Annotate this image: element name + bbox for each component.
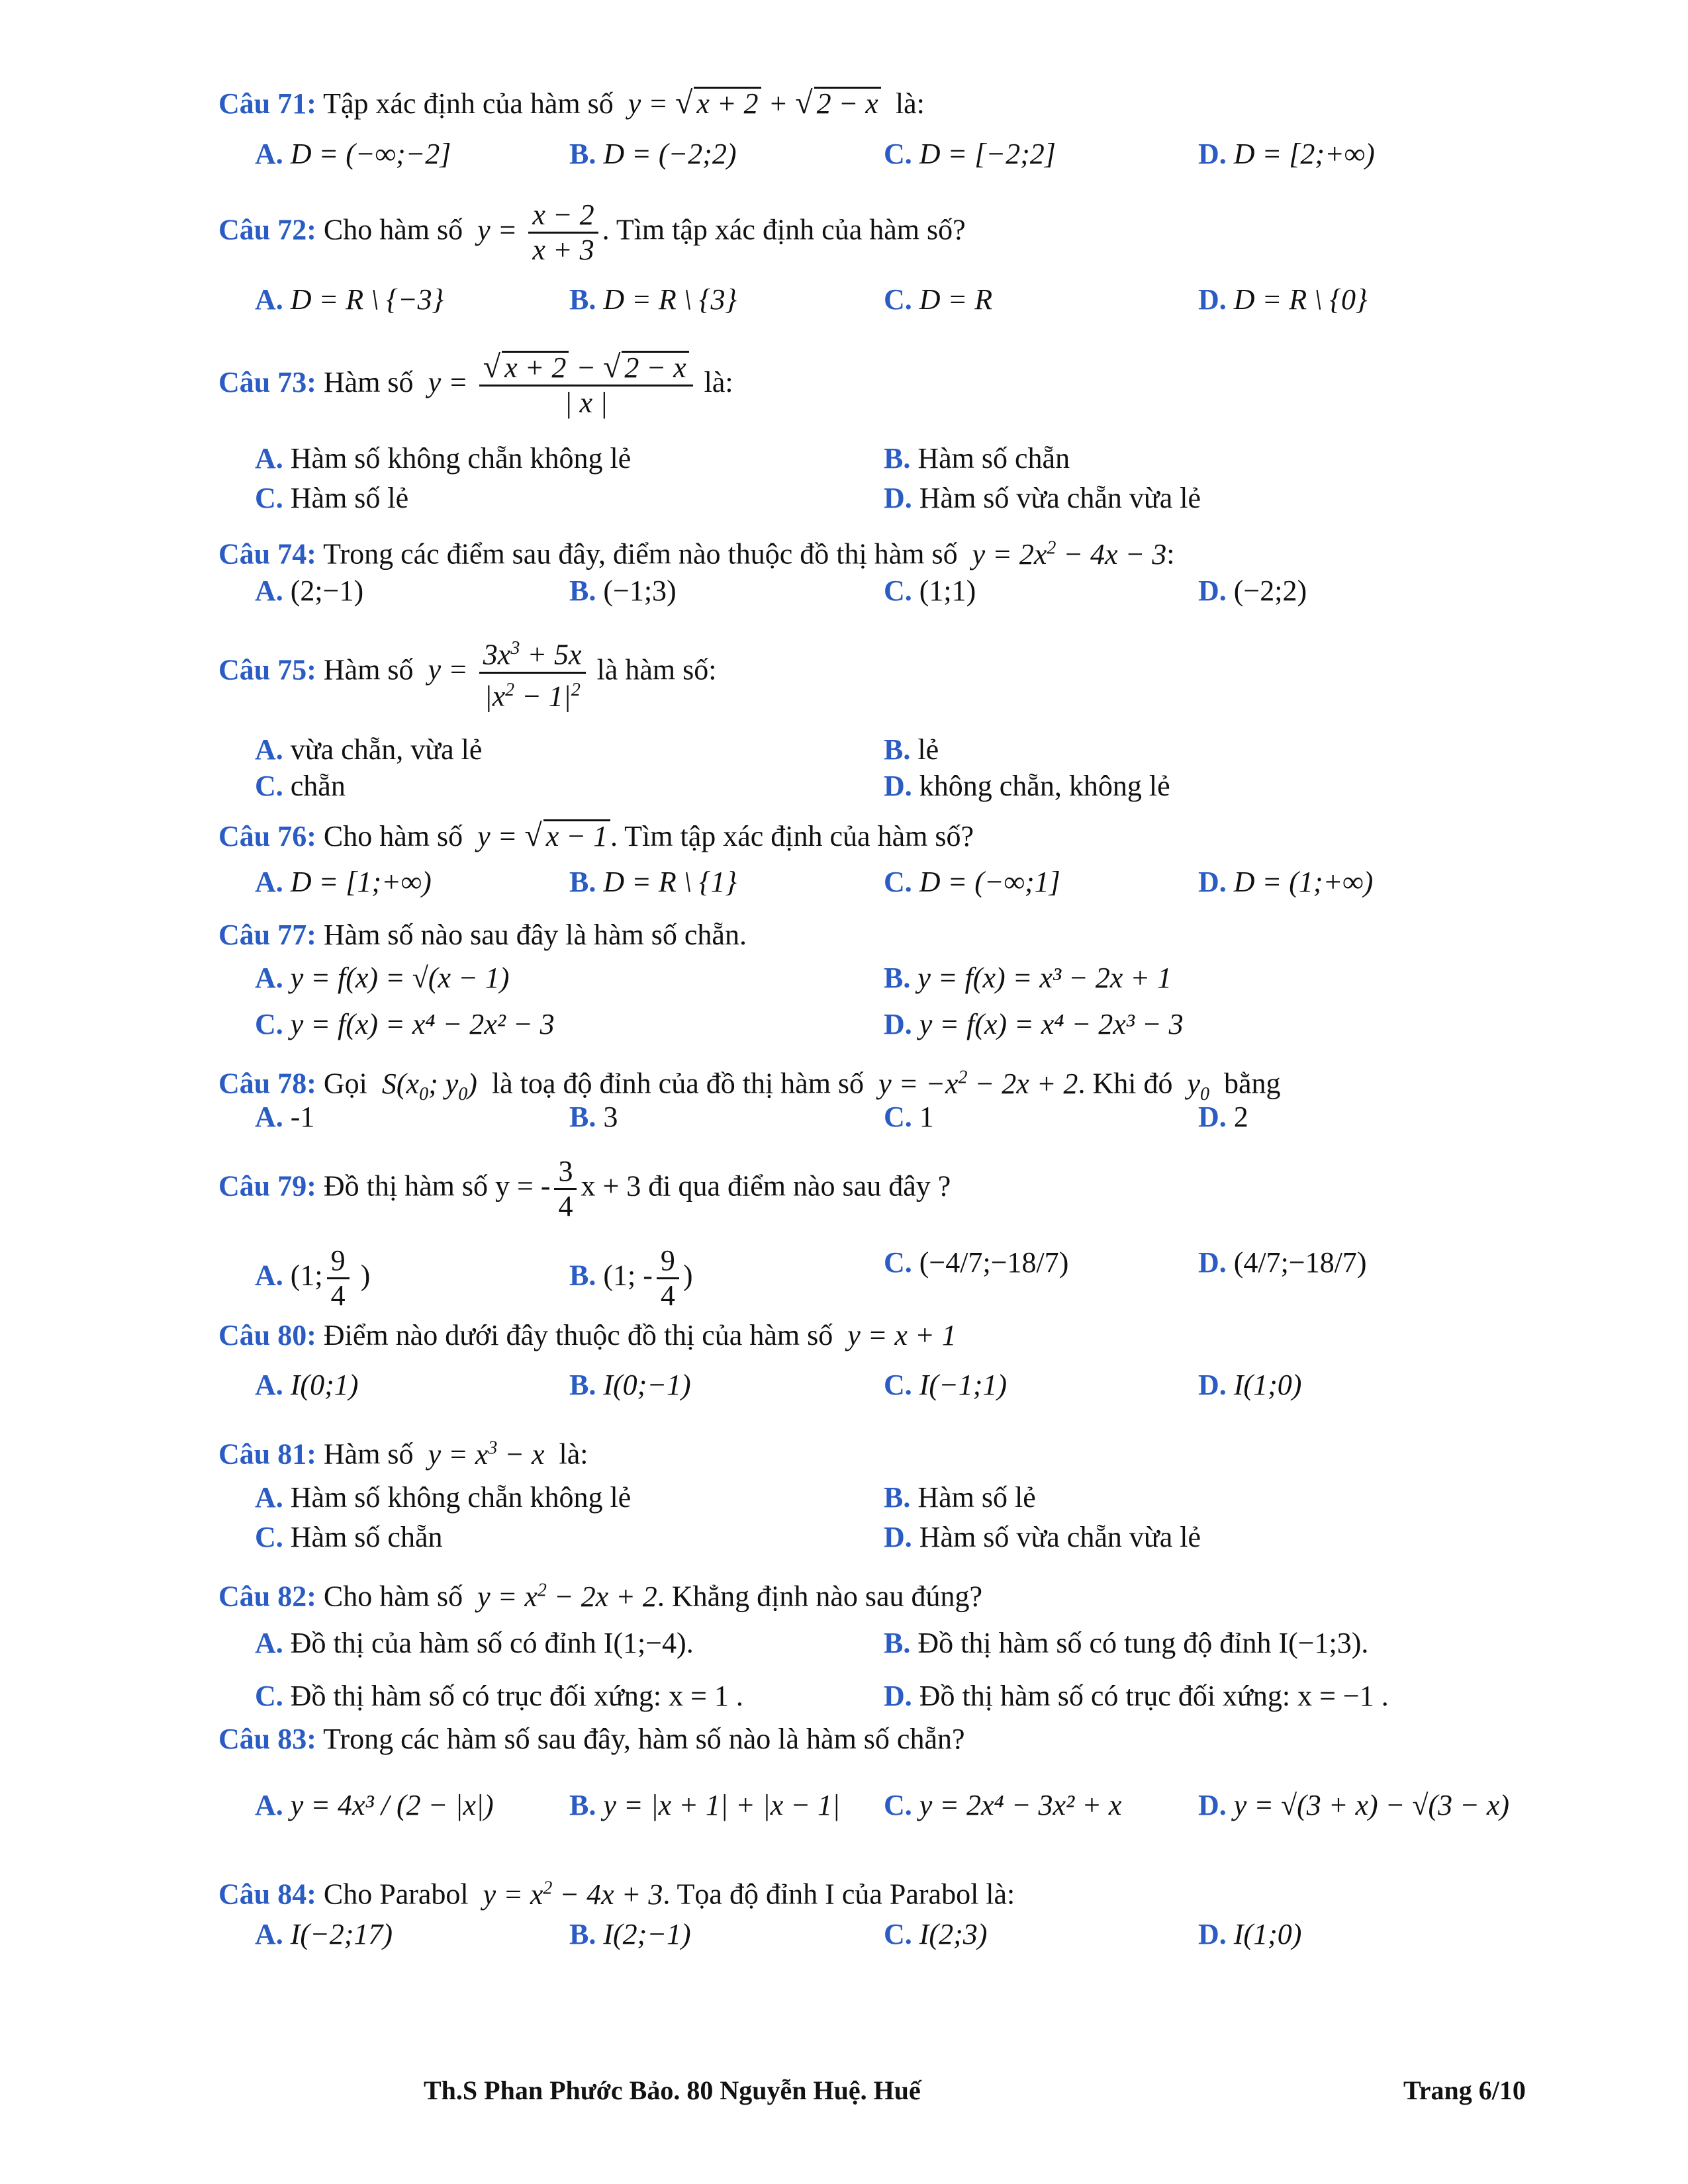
formula: y = √ x + 2 + √ 2 − x xyxy=(621,87,888,120)
option-d[interactable]: D. 2 xyxy=(1198,1101,1248,1133)
formula: $y = x^2 - 4x + 3$ xyxy=(475,1878,663,1911)
question-82: Câu 82: Cho hàm số $y = x^2 - 2x + 2$. Khẳng định nào sau đúng? xyxy=(218,1580,983,1613)
option-b[interactable]: B. D = (−2;2) xyxy=(569,138,737,170)
option-c[interactable]: C. (1;1) xyxy=(884,574,976,607)
formula: y = $\frac{x - 2}{x + 3}$ xyxy=(470,214,602,246)
question-78: Câu 78: Gọi $S(x_0$; $y_0$) là toạ độ đỉnh của đồ thị hàm số $y = -x^2 - 2x + 2$. Khi đó $y_0$ bằng xyxy=(218,1067,1281,1105)
option-c[interactable]: C. I(−1;1) xyxy=(884,1369,1008,1401)
option-b[interactable]: B. Đồ thị hàm số có tung độ đỉnh I(−1;3). xyxy=(884,1627,1369,1659)
question-83: Câu 83: Trong các hàm số sau đây, hàm số nào là hàm số chẵn? xyxy=(218,1723,965,1755)
question-79: Câu 79: Đồ thị hàm số y = - $\frac{3}{4}$ x + 3 đi qua điểm nào sau đây ? xyxy=(218,1155,951,1222)
option-d[interactable]: D. y = √(3 + x) − √(3 − x) xyxy=(1198,1789,1510,1821)
question-number: Câu 71: xyxy=(218,87,316,120)
option-c[interactable]: C. I(2;3) xyxy=(884,1918,988,1950)
question-text: Tập xác định của hàm số xyxy=(323,87,614,120)
option-a[interactable]: A. -1 xyxy=(255,1101,315,1133)
option-d[interactable]: D. y = f(x) = x⁴ − 2x³ − 3 xyxy=(884,1008,1184,1040)
option-d[interactable]: D. D = R \ {0} xyxy=(1198,283,1368,316)
option-a[interactable]: A. (1; $\frac{9}{4}$ ) xyxy=(255,1244,371,1312)
question-84: Câu 84: Cho Parabol $y = x^2 - 4x + 3$. Tọa độ đỉnh I của Parabol là: xyxy=(218,1878,1015,1911)
option-b[interactable]: B. lẻ xyxy=(884,733,939,766)
option-d[interactable]: D. Đồ thị hàm số có trục đối xứng: x = −1 . xyxy=(884,1680,1389,1712)
question-76: Câu 76: Cho hàm số y = √ x − 1. Tìm tập xác định của hàm số? xyxy=(218,818,974,853)
formula: $y = x^2 - 2x + 2$ xyxy=(470,1580,657,1613)
option-c[interactable]: C. D = R xyxy=(884,283,993,316)
option-d[interactable]: D. (−2;2) xyxy=(1198,574,1307,607)
option-b[interactable]: B. (−1;3) xyxy=(569,574,677,607)
option-d[interactable]: D. Hàm số vừa chẵn vừa lẻ xyxy=(884,1521,1201,1553)
formula: y = $\frac{√ x + 2 - √ 2 - x}{| x |}$ xyxy=(421,366,697,398)
option-a[interactable]: A. Đồ thị của hàm số có đỉnh I(1;−4). xyxy=(255,1627,694,1659)
option-c[interactable]: C. chẵn xyxy=(255,770,346,802)
question-tail: là: xyxy=(895,87,925,120)
option-a[interactable]: A. D = (−∞;−2] xyxy=(255,138,451,170)
option-b[interactable]: B. I(2;−1) xyxy=(569,1918,691,1950)
option-a[interactable]: A. vừa chẵn, vừa lẻ xyxy=(255,733,483,766)
option-a[interactable]: A. y = 4x³ / (2 − |x|) xyxy=(255,1789,494,1821)
option-c[interactable]: C. y = 2x⁴ − 3x² + x xyxy=(884,1789,1122,1821)
option-a[interactable]: A. I(−2;17) xyxy=(255,1918,393,1950)
formula: $y = -x^2 - 2x + 2$ xyxy=(871,1067,1078,1100)
footer-author: Th.S Phan Phước Bảo. 80 Nguyễn Huệ. Huế xyxy=(424,2075,921,2105)
option-d[interactable]: D. Hàm số vừa chẵn vừa lẻ xyxy=(884,482,1201,514)
option-c[interactable]: C. D = [−2;2] xyxy=(884,138,1056,170)
option-b[interactable]: B. D = R \ {3} xyxy=(569,283,737,316)
question-77: Câu 77: Hàm số nào sau đây là hàm số chẵn. xyxy=(218,919,747,951)
option-b[interactable]: B. I(0;−1) xyxy=(569,1369,691,1401)
option-b[interactable]: B. y = f(x) = x³ − 2x + 1 xyxy=(884,962,1172,994)
option-d[interactable]: D. I(1;0) xyxy=(1198,1369,1302,1401)
option-a[interactable]: A. Hàm số không chẵn không lẻ xyxy=(255,1481,632,1514)
formula: $y = 2x^2 - 4x - 3$ xyxy=(964,537,1167,570)
footer-page-number: Trang 6/10 xyxy=(1403,2075,1526,2105)
option-c[interactable]: C. Đồ thị hàm số có trục đối xứng: x = 1 . xyxy=(255,1680,743,1712)
formula: $y = x^3 - x$ xyxy=(420,1437,552,1471)
formula: y = $\frac{3x^3 + 5x}{|x^2 - 1|^2}$ xyxy=(421,653,590,686)
option-b[interactable]: B. D = R \ {1} xyxy=(569,866,737,898)
question-71 xyxy=(218,85,1496,122)
question-81: Câu 81: Hàm số $y = x^3 - x$ là: xyxy=(218,1437,588,1471)
option-b[interactable]: B. Hàm số lẻ xyxy=(884,1481,1036,1514)
option-d[interactable]: D. D = [2;+∞) xyxy=(1198,138,1375,170)
option-d[interactable]: D. I(1;0) xyxy=(1198,1918,1302,1950)
option-c[interactable]: C. 1 xyxy=(884,1101,934,1133)
option-b[interactable]: B. 3 xyxy=(569,1101,618,1133)
option-c[interactable]: C. Hàm số lẻ xyxy=(255,482,409,514)
question-80: Câu 80: Điểm nào dưới đây thuộc đồ thị của hàm số y = x + 1 xyxy=(218,1319,957,1351)
option-d[interactable]: D. không chẵn, không lẻ xyxy=(884,770,1170,802)
option-a[interactable]: A. (2;−1) xyxy=(255,574,364,607)
question-72: Câu 72: Cho hàm số y = $\frac{x - 2}{x + 3}$ . Tìm tập xác định của hàm số? xyxy=(218,199,966,266)
option-a[interactable]: A. Hàm số không chẵn không lẻ xyxy=(255,442,632,475)
option-d[interactable]: D. (4/7;−18/7) xyxy=(1198,1246,1367,1279)
option-b[interactable]: B. Hàm số chẵn xyxy=(884,442,1070,475)
option-b[interactable]: B. y = |x + 1| + |x − 1| xyxy=(569,1789,841,1821)
question-75: Câu 75: Hàm số y = $\frac{3x^3 + 5x}{|x^2 - 1|^2}$ là hàm số: xyxy=(218,632,1496,713)
option-a[interactable]: A. I(0;1) xyxy=(255,1369,359,1401)
question-73: Câu 73: Hàm số y = $\frac{√ x + 2 - √ 2 - x}{| x |}$ là: xyxy=(218,349,733,419)
option-a[interactable]: A. D = [1;+∞) xyxy=(255,866,432,898)
formula: y = x + 1 xyxy=(840,1319,957,1351)
option-a[interactable]: A. y = f(x) = √(x − 1) xyxy=(255,962,510,994)
option-c[interactable]: C. y = f(x) = x⁴ − 2x² − 3 xyxy=(255,1008,555,1040)
option-c[interactable]: C. Hàm số chẵn xyxy=(255,1521,443,1553)
option-a[interactable]: A. D = R \ {−3} xyxy=(255,283,444,316)
formula: y = √ x − 1 xyxy=(470,820,610,852)
option-c[interactable]: C. (−4/7;−18/7) xyxy=(884,1246,1069,1279)
question-74: Câu 74: Trong các điểm sau đây, điểm nào thuộc đồ thị hàm số $y = 2x^2 - 4x - 3$: xyxy=(218,537,1175,570)
option-d[interactable]: D. D = (1;+∞) xyxy=(1198,866,1374,898)
option-c[interactable]: C. D = (−∞;1] xyxy=(884,866,1060,898)
option-b[interactable]: B. (1; - $\frac{9}{4}$ ) xyxy=(569,1244,693,1312)
